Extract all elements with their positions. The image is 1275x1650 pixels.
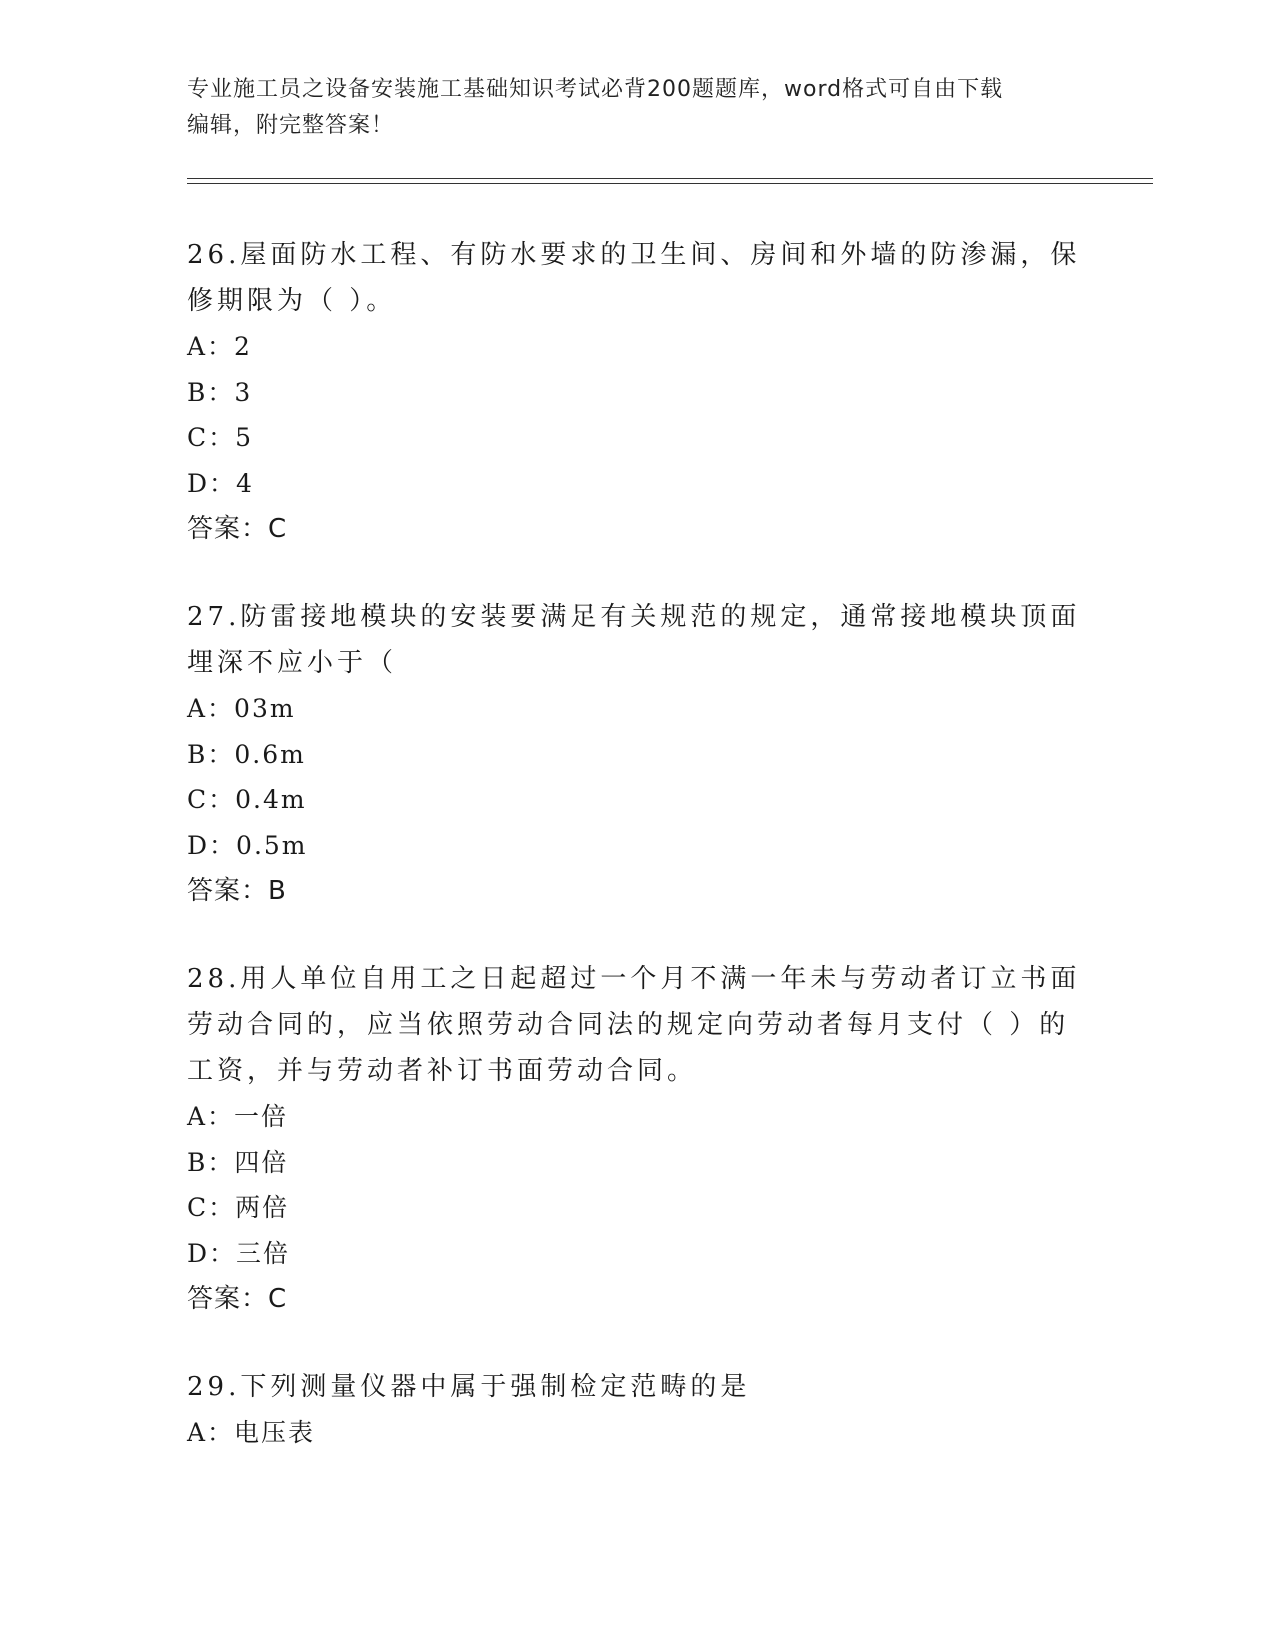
header-line-1: 专业施工员之设备安装施工基础知识考试必背200题题库，word格式可自由下载 [187, 77, 1004, 102]
option-d: D：0.5m [187, 830, 308, 860]
document-header [187, 72, 1087, 144]
option-b: B：0.6m [187, 739, 306, 769]
option-b: B：3 [187, 377, 253, 407]
question-29 [187, 1364, 1087, 1456]
option-b: B：四倍 [187, 1147, 289, 1177]
option-c: C：0.4m [187, 785, 307, 814]
option-d: D：三倍 [187, 1238, 291, 1268]
question-text: 28.用人单位自用工之日起超过一个月不满一年未与劳动者订立书面劳动合同的，应当依照劳动合同法的规定向劳动者每月支付（ ）的工资，并与劳动者补订书面劳动合同。 [187, 964, 1081, 1086]
option-d: D：4 [187, 468, 254, 498]
header-divider-bottom [187, 183, 1153, 184]
question-text: 29.下列测量仪器中属于强制检定范畴的是 [187, 1372, 751, 1402]
question-26 [187, 232, 1087, 552]
answer: 答案：C [187, 514, 288, 544]
option-a: A：一倍 [187, 1102, 289, 1131]
option-a: A：电压表 [187, 1418, 316, 1447]
question-text: 26.屋面防水工程、有防水要求的卫生间、房间和外墙的防渗漏，保修期限为（ ）。 [187, 240, 1081, 316]
option-c: C：5 [187, 423, 254, 452]
answer: 答案：C [187, 1284, 288, 1314]
question-list [187, 232, 1087, 1498]
answer: 答案：B [187, 876, 287, 906]
option-a: A：2 [187, 332, 252, 361]
option-a: A：03m [187, 694, 296, 723]
option-c: C：两倍 [187, 1193, 290, 1222]
question-text: 27.防雷接地模块的安装要满足有关规范的规定，通常接地模块顶面埋深不应小于（ [187, 602, 1081, 678]
question-27 [187, 594, 1087, 914]
header-divider-top [187, 178, 1153, 179]
question-28 [187, 956, 1087, 1322]
header-line-2: 编辑，附完整答案！ [187, 113, 395, 138]
